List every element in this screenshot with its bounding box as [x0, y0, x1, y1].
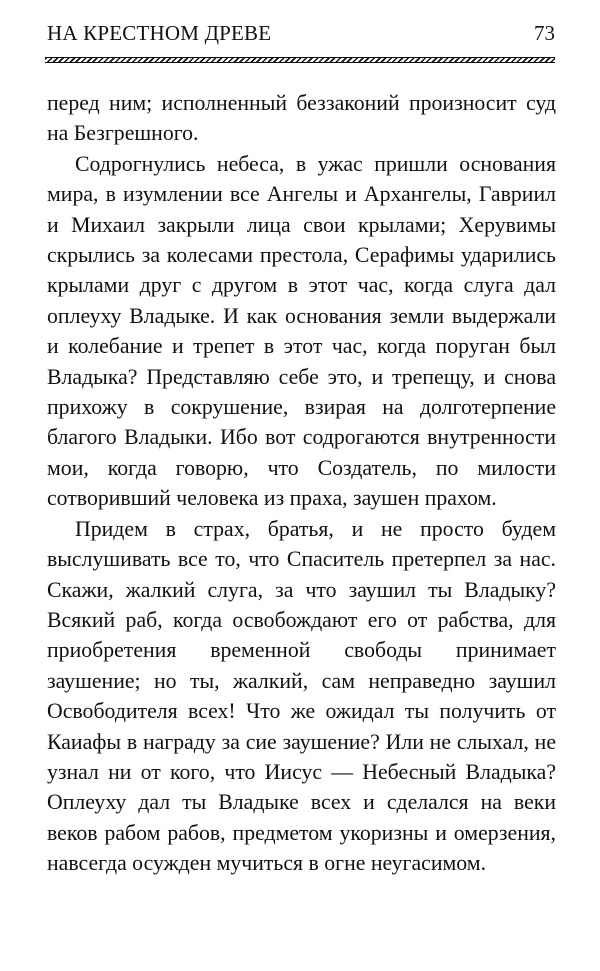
paragraph-continuation: перед ним; исполненный беззаконий произносит суд на Безгрешного. — [47, 91, 556, 146]
body-text — [47, 88, 556, 879]
running-head — [47, 18, 555, 52]
page-number: 73 — [534, 21, 555, 45]
ornamental-rule — [45, 57, 555, 63]
running-title: НА КРЕСТНОМ ДРЕВЕ — [47, 21, 272, 45]
paragraph: Придем в страх, братья, и не просто будем выслушивать все то, что Спаситель претерпел за нас. Скажи, жалкий слуга, за что заушил ты Владыку? Всякий раб, когда освобождают его от рабства, для приобретения временной свободы принимает заушение; но ты, жалкий, сам неправедно заушил Освободителя всех! Что же ожидал ты получить от Каиафы в награду за сие заушение? Или не слыхал, не узнал ни от кого, что Иисус — Небесный Владыка? Оплеуху дал ты Владыке всех и сделался на веки веков рабом рабов, предметом укоризны и омерзения, навсегда осужден мучиться в огне неугасимом. — [47, 516, 556, 876]
paragraph: Содрогнулись небеса, в ужас пришли основания мира, в изумлении все Ангелы и Архангелы, Гавриил и Михаил закрыли лица свои крылами; Херувимы скрылись за колесами престола, Серафимы ударились крылами друг с другом в этот час, когда слуга дал оплеуху Владыке. И как основания земли выдержали и колебание и трепет в этот час, когда поруган был Владыка? Представляю себе это, и трепещу, и снова прихожу в сокрушение, взирая на долготерпение благого Владыки. Ибо вот содрогаются внутренности мои, когда говорю, что Создатель, по милости сотворивший человека из праха, заушен прахом. — [47, 151, 556, 511]
